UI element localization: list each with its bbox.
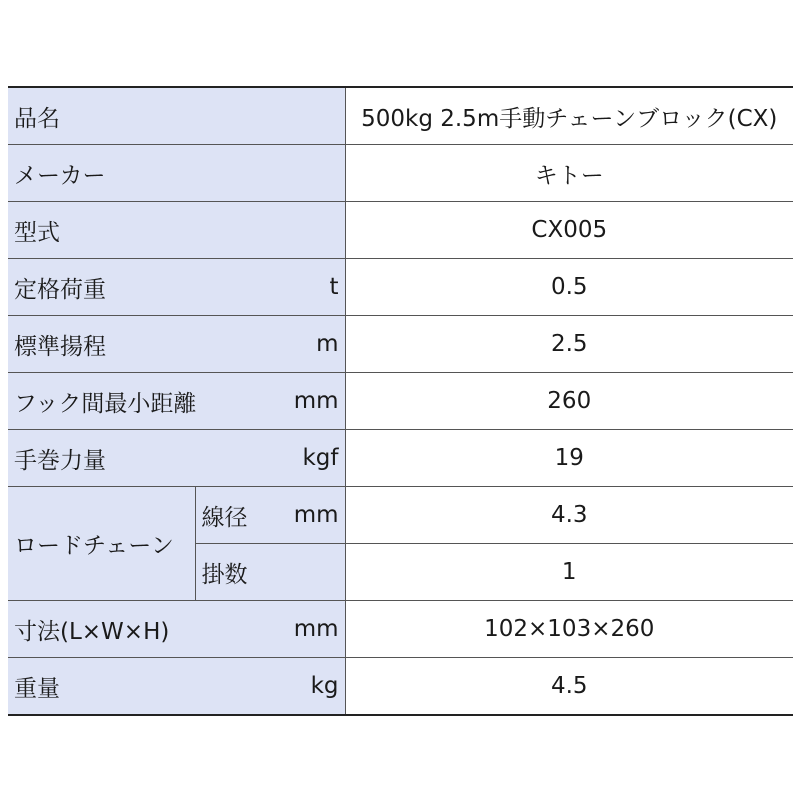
row-value-hook-distance: 260 (345, 373, 793, 430)
row-label-standard-lift: 標準揚程 (8, 316, 265, 373)
row-unit (265, 87, 345, 145)
row-label-weight: 重量 (8, 658, 265, 716)
row-unit-hand-pull-force: kgf (265, 430, 345, 487)
table-row (8, 259, 793, 316)
row-label-load-chain: ロードチェーン (8, 487, 195, 601)
table-row (8, 658, 793, 716)
table-row (8, 145, 793, 202)
row-unit-wire-diameter: mm (265, 487, 345, 544)
row-value-falls: 1 (345, 544, 793, 601)
row-label-maker: メーカー (8, 145, 265, 202)
spec-table (8, 86, 793, 716)
row-label-model: 型式 (8, 202, 265, 259)
row-label-hand-pull-force: 手巻力量 (8, 430, 265, 487)
row-value-model: CX005 (345, 202, 793, 259)
table-row (8, 601, 793, 658)
row-unit (265, 202, 345, 259)
row-unit (265, 145, 345, 202)
row-label-product-name: 品名 (8, 87, 265, 145)
row-value-product-name: 500kg 2.5m手動チェーンブロック(CX) (345, 87, 793, 145)
row-unit-dimensions: mm (265, 601, 345, 658)
row-unit-rated-load: t (265, 259, 345, 316)
row-value-rated-load: 0.5 (345, 259, 793, 316)
row-unit-hook-distance: mm (265, 373, 345, 430)
table-row (8, 430, 793, 487)
row-unit-weight: kg (265, 658, 345, 716)
row-value-weight: 4.5 (345, 658, 793, 716)
table-row (8, 316, 793, 373)
table-row (8, 202, 793, 259)
row-value-standard-lift: 2.5 (345, 316, 793, 373)
row-sublabel-wire-diameter: 線径 (195, 487, 265, 544)
row-label-dimensions: 寸法(L×W×H) (8, 601, 265, 658)
row-label-hook-distance: フック間最小距離 (8, 373, 265, 430)
table-row (8, 87, 793, 145)
row-sublabel-falls: 掛数 (195, 544, 265, 601)
row-value-maker: キトー (345, 145, 793, 202)
row-value-wire-diameter: 4.3 (345, 487, 793, 544)
row-label-rated-load: 定格荷重 (8, 259, 265, 316)
row-value-hand-pull-force: 19 (345, 430, 793, 487)
row-value-dimensions: 102×103×260 (345, 601, 793, 658)
table-row (8, 373, 793, 430)
table-row (8, 487, 793, 544)
row-unit-standard-lift: m (265, 316, 345, 373)
row-unit-falls (265, 544, 345, 601)
